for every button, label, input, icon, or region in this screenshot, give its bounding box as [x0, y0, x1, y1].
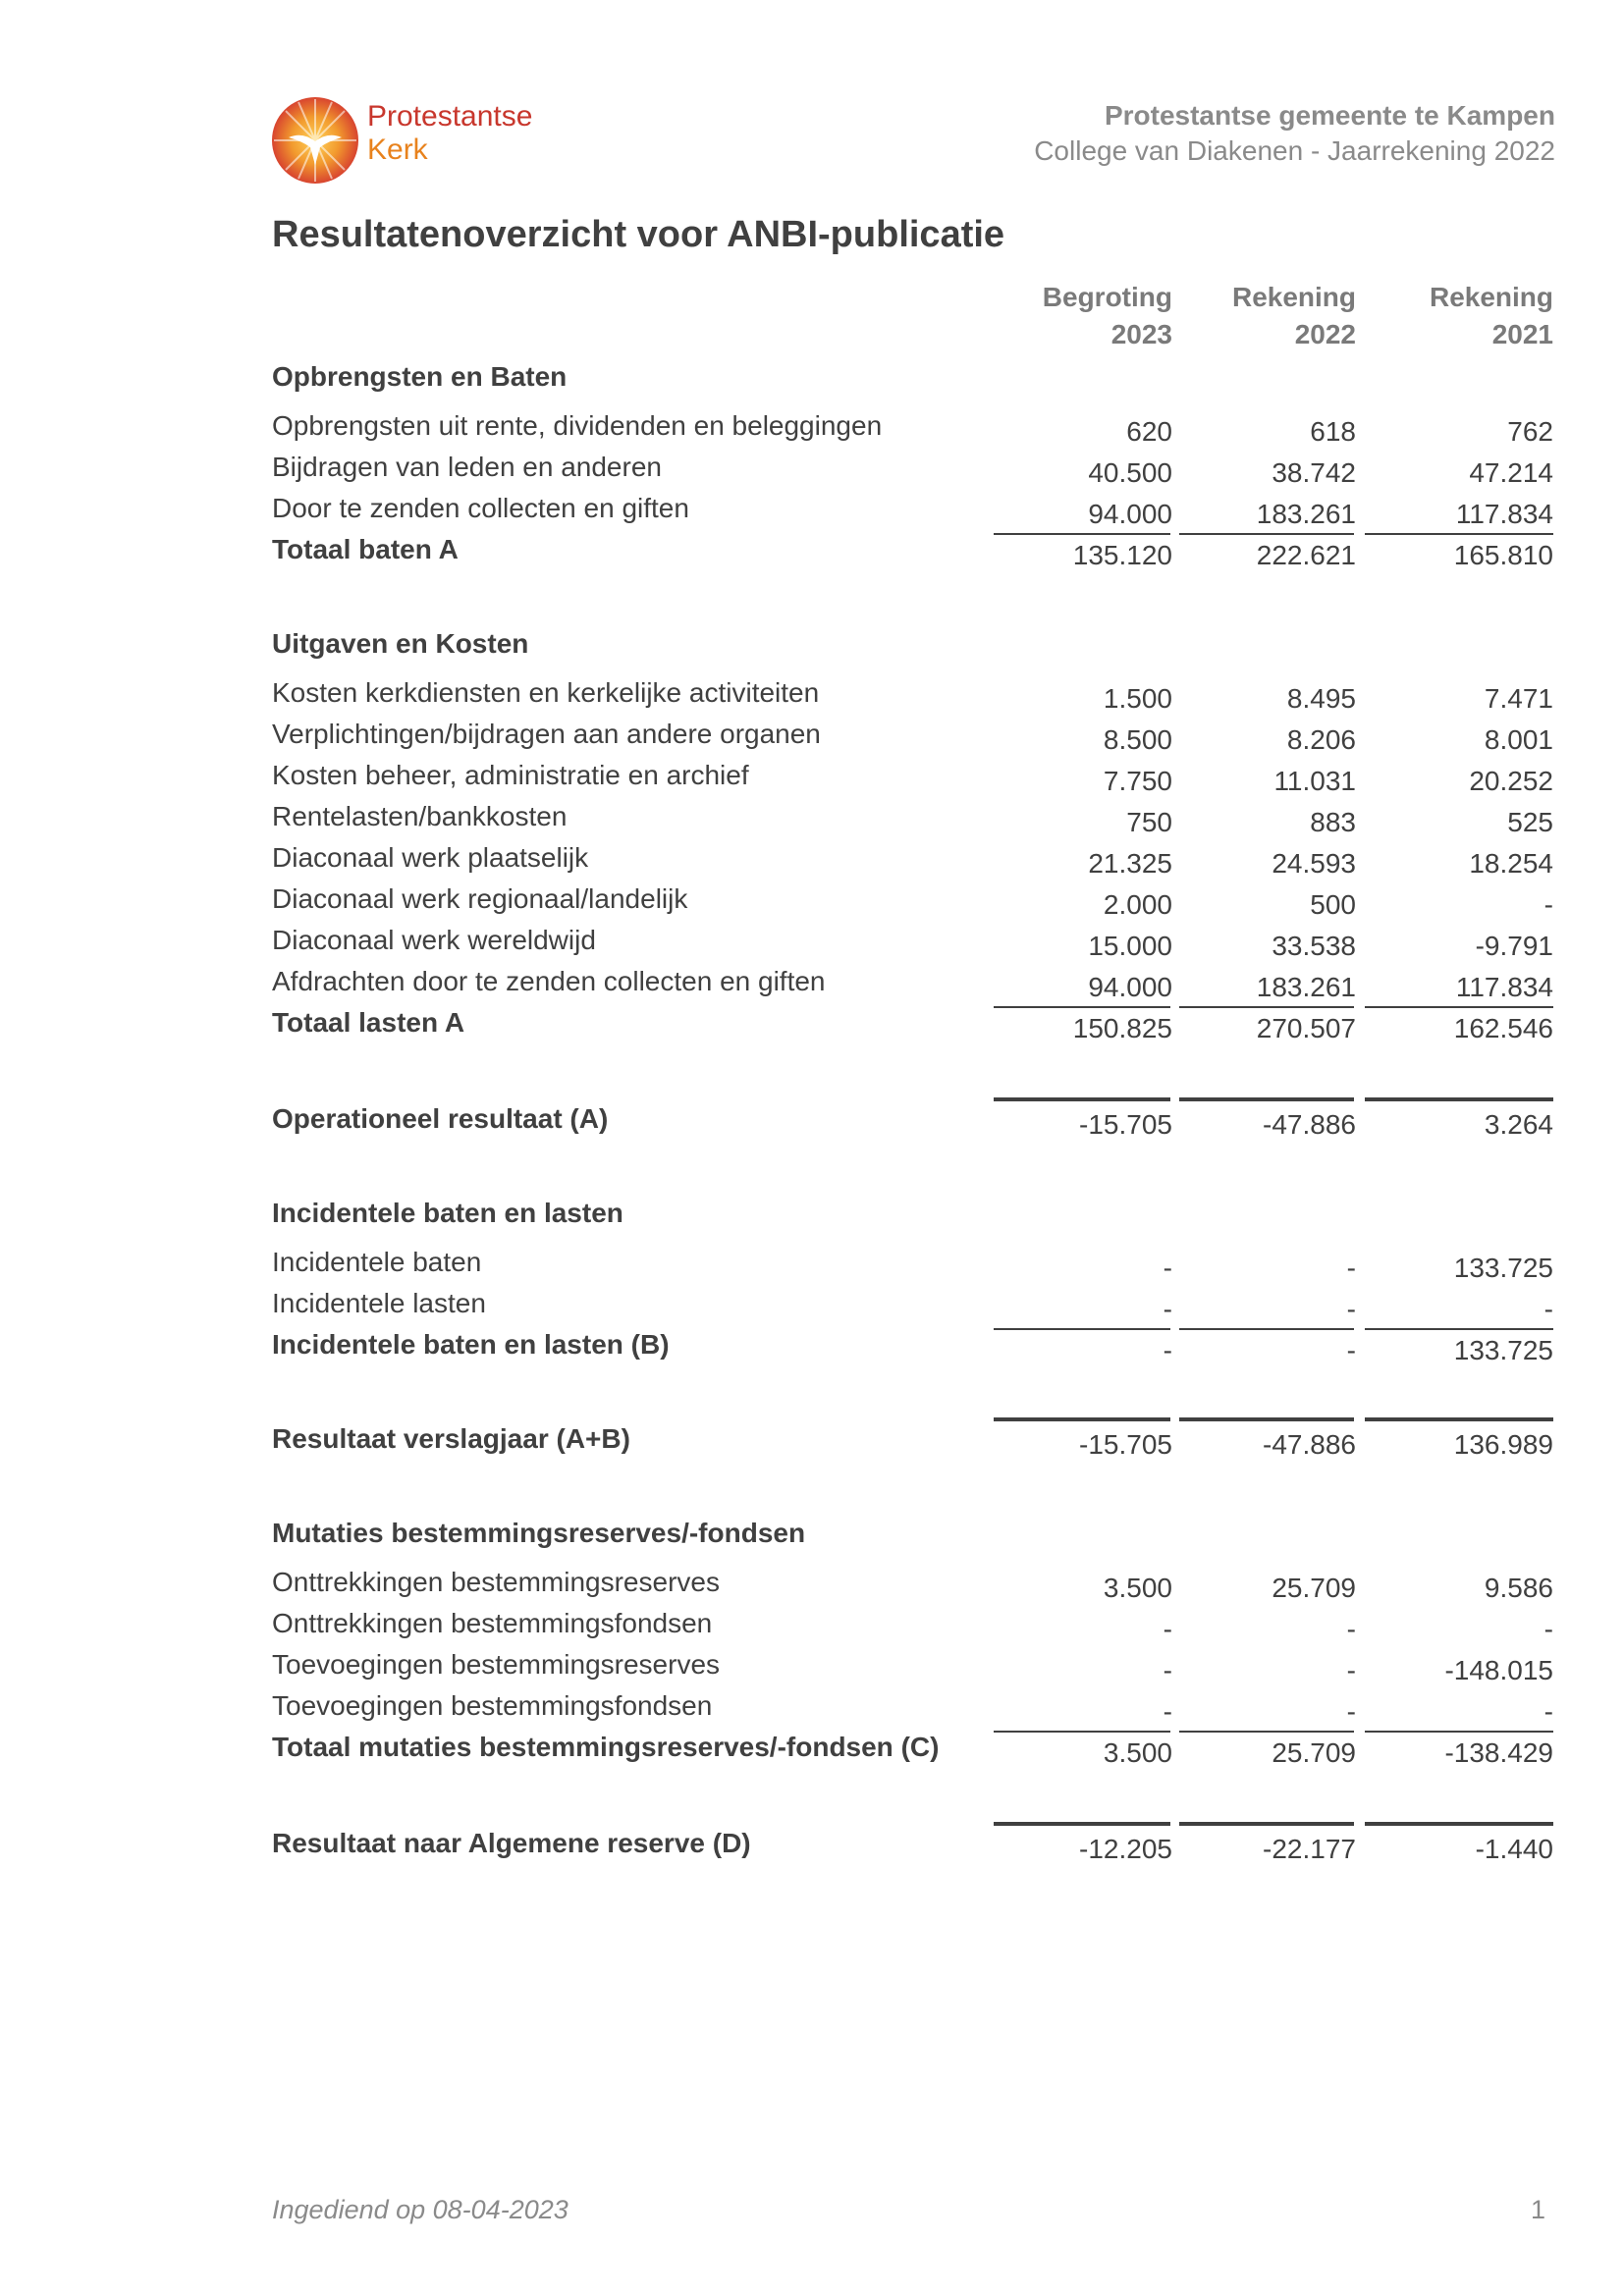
cell-rekening-2022: -: [1346, 1294, 1356, 1324]
table-row: [0, 1649, 1624, 1690]
column-header-line-1: Rekening: [1231, 282, 1356, 312]
cell-rekening-2022: -: [1346, 1614, 1356, 1644]
section-heading: [0, 1518, 1624, 1559]
row-label: Kosten kerkdiensten en kerkelijke activiteiten: [272, 677, 820, 708]
column-header-rekening-2022: [1232, 279, 1356, 353]
cell-begroting-2023: 21.325: [1088, 848, 1172, 879]
row-label: Incidentele baten: [272, 1247, 482, 1277]
table-row: [0, 801, 1624, 842]
row-label: Opbrengsten uit rente, dividenden en beleggingen: [272, 410, 883, 441]
cell-rekening-2022: 11.031: [1273, 766, 1356, 796]
cell-begroting-2023: -12.205: [1079, 1834, 1172, 1864]
result-rule: [994, 1417, 1170, 1421]
section-heading: [0, 361, 1624, 402]
cell-rekening-2021: -9.791: [1475, 931, 1553, 961]
result-row: [0, 1103, 1624, 1145]
row-label: Incidentele lasten: [272, 1288, 486, 1318]
row-label: Resultaat naar Algemene reserve (D): [272, 1828, 751, 1858]
row-label: Verplichtingen/bijdragen aan andere organen: [272, 719, 821, 749]
section-heading-label: Opbrengsten en Baten: [272, 361, 568, 392]
result-rule: [1179, 1417, 1354, 1421]
row-label: Kosten beheer, administratie en archief: [272, 760, 749, 790]
row-label: Toevoegingen bestemmingsfondsen: [272, 1690, 713, 1721]
result-rule: [1365, 1822, 1553, 1826]
cell-rekening-2021: 8.001: [1484, 724, 1553, 755]
cell-rekening-2021: 133.725: [1453, 1335, 1553, 1365]
logo-line-1: Protestantse: [367, 100, 533, 133]
total-row: [0, 1329, 1624, 1370]
cell-rekening-2021: -138.429: [1444, 1737, 1553, 1768]
cell-begroting-2023: -: [1163, 1655, 1172, 1685]
cell-rekening-2021: 136.989: [1453, 1429, 1553, 1460]
cell-rekening-2021: -148.015: [1444, 1655, 1553, 1685]
cell-rekening-2022: -22.177: [1263, 1834, 1356, 1864]
column-header-rekening-2021: [1430, 279, 1553, 353]
cell-begroting-2023: -: [1163, 1335, 1172, 1365]
column-header-line-2: 2022: [1294, 319, 1356, 349]
cell-rekening-2021: -: [1543, 1696, 1553, 1727]
cell-rekening-2022: -: [1346, 1655, 1356, 1685]
column-header-line-2: 2023: [1110, 319, 1172, 349]
table-row: [0, 925, 1624, 966]
row-label: Operationeel resultaat (A): [272, 1103, 609, 1134]
cell-rekening-2021: -: [1543, 1614, 1553, 1644]
row-label: Totaal baten A: [272, 534, 459, 564]
cell-rekening-2021: 47.214: [1469, 457, 1553, 488]
cell-rekening-2022: 270.507: [1256, 1013, 1356, 1043]
cell-begroting-2023: -15.705: [1079, 1109, 1172, 1140]
cell-rekening-2022: 222.621: [1256, 540, 1356, 570]
logo-wordmark: [367, 100, 532, 167]
row-label: Afdrachten door te zenden collecten en giften: [272, 966, 826, 996]
row-label: Onttrekkingen bestemmingsreserves: [272, 1567, 720, 1597]
cell-begroting-2023: 7.750: [1103, 766, 1172, 796]
cell-rekening-2021: 133.725: [1453, 1253, 1553, 1283]
cell-rekening-2022: 8.495: [1286, 683, 1356, 714]
row-label: Toevoegingen bestemmingsreserves: [272, 1649, 721, 1680]
cell-begroting-2023: 15.000: [1088, 931, 1172, 961]
cell-begroting-2023: 2.000: [1103, 889, 1172, 920]
table-row: [0, 452, 1624, 493]
cell-rekening-2021: 20.252: [1469, 766, 1553, 796]
table-row: [0, 719, 1624, 760]
cell-rekening-2021: 525: [1507, 807, 1553, 837]
cell-rekening-2022: 500: [1310, 889, 1356, 920]
cell-begroting-2023: 3.500: [1103, 1737, 1172, 1768]
section-heading-label: Mutaties bestemmingsreserves/-fondsen: [272, 1518, 806, 1548]
table-row: [0, 883, 1624, 925]
row-label: Diaconaal werk regionaal/landelijk: [272, 883, 688, 914]
cell-begroting-2023: 94.000: [1088, 972, 1172, 1002]
cell-rekening-2022: 183.261: [1256, 972, 1356, 1002]
cell-rekening-2022: 25.709: [1272, 1737, 1356, 1768]
cell-rekening-2021: 117.834: [1455, 972, 1553, 1002]
table-row: [0, 1608, 1624, 1649]
header-organization: Protestantse gemeente te Kampen: [1104, 100, 1555, 131]
table-row: [0, 842, 1624, 883]
table-row: [0, 760, 1624, 801]
cell-rekening-2022: 883: [1310, 807, 1356, 837]
result-row: [0, 1423, 1624, 1465]
total-row: [0, 1007, 1624, 1048]
cell-rekening-2022: -: [1346, 1696, 1356, 1727]
result-rule: [1365, 1097, 1553, 1101]
cell-rekening-2021: 3.264: [1484, 1109, 1553, 1140]
cell-begroting-2023: -: [1163, 1614, 1172, 1644]
cell-begroting-2023: 1.500: [1103, 683, 1172, 714]
cell-rekening-2021: 162.546: [1453, 1013, 1553, 1043]
cell-begroting-2023: 94.000: [1088, 499, 1172, 529]
cell-rekening-2021: 9.586: [1484, 1573, 1553, 1603]
result-rule: [1179, 1097, 1354, 1101]
document-header: [1034, 98, 1555, 169]
cell-rekening-2022: -: [1346, 1335, 1356, 1365]
table-row: [0, 1288, 1624, 1329]
cell-rekening-2022: 38.742: [1272, 457, 1356, 488]
cell-begroting-2023: -: [1163, 1294, 1172, 1324]
page-title: Resultatenoverzicht voor ANBI-publicatie: [272, 214, 1005, 255]
cell-rekening-2022: 183.261: [1256, 499, 1356, 529]
cell-rekening-2022: 25.709: [1272, 1573, 1356, 1603]
table-row: [0, 1690, 1624, 1732]
table-row: [0, 966, 1624, 1007]
row-label: Diaconaal werk wereldwijd: [272, 925, 596, 955]
cell-begroting-2023: 750: [1126, 807, 1172, 837]
cell-begroting-2023: 150.825: [1072, 1013, 1172, 1043]
result-row: [0, 1828, 1624, 1869]
row-label: Totaal mutaties bestemmingsreserves/-fondsen (C): [272, 1732, 940, 1762]
section-heading-label: Incidentele baten en lasten: [272, 1198, 623, 1228]
table-row: [0, 493, 1624, 534]
cell-rekening-2022: 24.593: [1272, 848, 1356, 879]
cell-begroting-2023: 8.500: [1103, 724, 1172, 755]
section-heading-label: Uitgaven en Kosten: [272, 628, 529, 659]
cell-rekening-2021: 762: [1507, 416, 1553, 447]
column-header-line-1: Begroting: [1042, 282, 1172, 312]
cell-begroting-2023: 40.500: [1088, 457, 1172, 488]
row-label: Diaconaal werk plaatselijk: [272, 842, 589, 873]
cell-rekening-2022: -: [1346, 1253, 1356, 1283]
cell-begroting-2023: -: [1163, 1253, 1172, 1283]
cell-rekening-2021: 165.810: [1453, 540, 1553, 570]
result-rule: [1179, 1822, 1354, 1826]
table-row: [0, 1567, 1624, 1608]
row-label: Resultaat verslagjaar (A+B): [272, 1423, 630, 1454]
total-row: [0, 1732, 1624, 1773]
result-rule: [994, 1097, 1170, 1101]
cell-rekening-2021: -: [1543, 1294, 1553, 1324]
cell-rekening-2022: 33.538: [1272, 931, 1356, 961]
result-rule: [994, 1822, 1170, 1826]
row-label: Onttrekkingen bestemmingsfondsen: [272, 1608, 713, 1638]
cell-begroting-2023: 135.120: [1072, 540, 1172, 570]
cell-begroting-2023: -: [1163, 1696, 1172, 1727]
column-header-line-2: 2021: [1491, 319, 1553, 349]
row-label: Incidentele baten en lasten (B): [272, 1329, 670, 1360]
cell-begroting-2023: 3.500: [1103, 1573, 1172, 1603]
table-row: [0, 410, 1624, 452]
section-heading: [0, 628, 1624, 669]
cell-rekening-2022: -47.886: [1263, 1109, 1356, 1140]
row-label: Door te zenden collecten en giften: [272, 493, 689, 523]
cell-rekening-2022: -47.886: [1263, 1429, 1356, 1460]
cell-begroting-2023: 620: [1126, 416, 1172, 447]
cell-rekening-2021: 7.471: [1484, 683, 1553, 714]
column-header-line-1: Rekening: [1429, 282, 1553, 312]
row-label: Rentelasten/bankkosten: [272, 801, 568, 831]
submission-date: Ingediend op 08-04-2023: [272, 2195, 568, 2224]
result-rule: [1365, 1417, 1553, 1421]
header-subtitle: College van Diakenen - Jaarrekening 2022: [1034, 135, 1555, 166]
table-row: [0, 1247, 1624, 1288]
cell-begroting-2023: -15.705: [1079, 1429, 1172, 1460]
page-number: 1: [1530, 2195, 1545, 2224]
total-row: [0, 534, 1624, 575]
column-header-begroting-2023: [1043, 279, 1172, 353]
protestantse-kerk-logo-icon: [271, 96, 359, 185]
cell-rekening-2021: -: [1543, 889, 1553, 920]
logo-line-2: Kerk: [367, 133, 428, 166]
cell-rekening-2022: 8.206: [1286, 724, 1356, 755]
cell-rekening-2021: -1.440: [1475, 1834, 1553, 1864]
table-row: [0, 677, 1624, 719]
cell-rekening-2022: 618: [1310, 416, 1356, 447]
row-label: Totaal lasten A: [272, 1007, 465, 1038]
cell-rekening-2021: 117.834: [1455, 499, 1553, 529]
section-heading: [0, 1198, 1624, 1239]
row-label: Bijdragen van leden en anderen: [272, 452, 662, 482]
cell-rekening-2021: 18.254: [1469, 848, 1553, 879]
